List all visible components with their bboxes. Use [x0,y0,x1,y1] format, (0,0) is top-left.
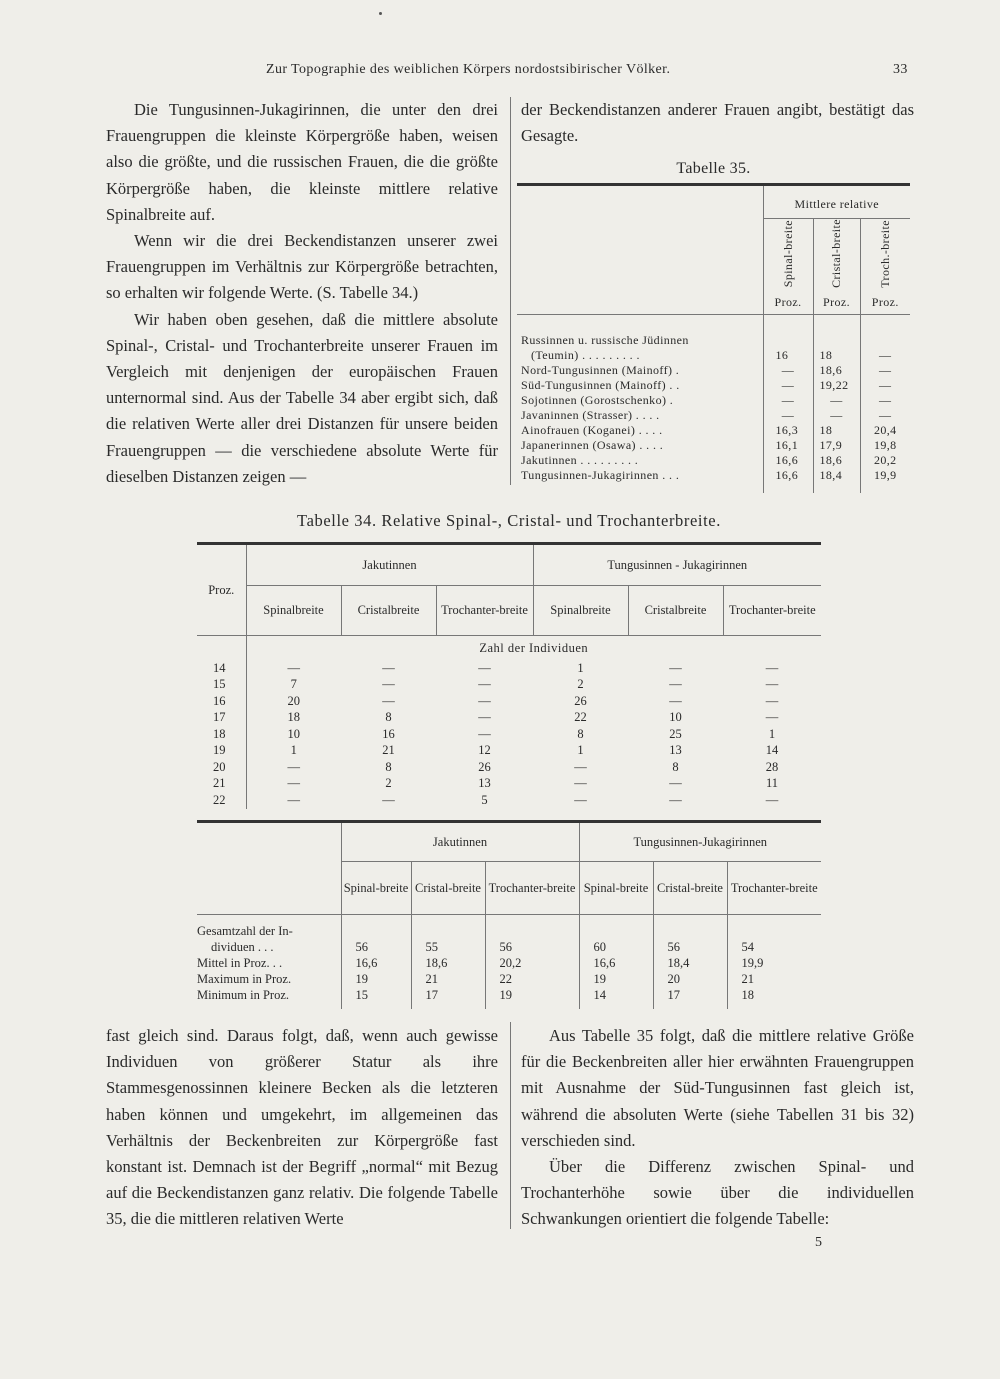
row-percent: 21 [197,776,246,793]
cell: 16,6 [341,955,411,971]
cell: — [879,347,892,362]
table35-col-cristal: Cristal-breite [829,219,843,288]
cell: 18 [813,423,860,438]
paragraph: der Beckendistanzen anderer Frauen angibt, bestätigt das Gesagte. [521,100,914,146]
cell: 17 [653,987,727,1003]
cell: 8 [385,710,392,725]
cell: 21 [382,743,395,758]
summary-group-jakutinnen: Jakutinnen [341,822,579,862]
table34-col: Trochanter-breite [436,586,533,636]
table-row [517,393,910,408]
cell: 18,4 [813,468,860,483]
cell: 54 [741,940,754,954]
row-label: Sojotinnen (Gorostschenko) . [517,393,763,408]
cell: — [287,776,300,791]
row-label: Russinnen u. russische Jüdinnen [521,332,689,347]
table-row [197,660,821,677]
cell: 25 [669,726,682,741]
cell: 60 [579,923,653,955]
row-label [197,987,341,1003]
table-row [517,333,910,363]
cell: — [669,677,682,692]
cell: — [382,660,395,675]
cell: 11 [765,776,779,791]
cell: 19,22 [813,378,860,393]
cell: — [669,776,682,791]
summary-col: Cristal-breite [411,862,485,915]
bottom-left-column [106,1023,498,1233]
cell: 26 [478,759,491,774]
bottom-right-column [521,1023,914,1233]
table34-col: Trochanter-breite [728,603,816,618]
cell: 1 [768,726,776,741]
row-label [197,955,341,971]
cell: 20,2 [873,452,897,467]
cell: 20,2 [485,955,579,971]
table-row [197,710,821,727]
row-percent: 16 [197,693,246,710]
cell: — [763,408,813,423]
row-label-cont: dividuen . . . [211,940,274,954]
cell: — [763,393,813,408]
cell: — [763,378,813,393]
cell: — [765,677,779,692]
cell: 56 [653,923,727,955]
table34-group-tungusinnen: Tungusinnen - Jukagirinnen [533,544,821,586]
table-row [197,987,821,1003]
table-row [517,468,910,483]
table35-unit: Proz. [813,292,860,315]
cell: 21 [741,972,754,986]
cell: 22 [485,971,579,987]
summary-table [197,820,821,1009]
cell: 18,6 [411,955,485,971]
cell: 16,6 [763,468,813,483]
row-label-text: Mittel in Proz. . . [197,956,283,970]
cell: 16,1 [763,438,813,453]
page-number: 33 [893,62,908,77]
cell: — [669,693,682,708]
cell: 19 [341,971,411,987]
cell: — [478,660,491,675]
table35-col-troch: Troch.-breite [877,219,892,288]
table-row [197,693,821,710]
table-row [197,677,821,694]
row-label [197,971,341,987]
table-row [517,423,910,438]
cell: 15 [341,987,411,1003]
cell: 8 [385,759,392,774]
table35-unit: Proz. [871,295,899,310]
table34-col: Spinalbreite [533,586,628,636]
cell: — [574,776,587,791]
table-row [197,776,821,793]
summary-col: Trochanter-breite [485,862,579,915]
table34-col: Spinalbreite [246,586,341,636]
row-label-text: Maximum in Proz. [197,972,292,986]
table-row [197,726,821,743]
cell: 14 [765,743,779,758]
cell: 19 [579,971,653,987]
cell: 56 [341,923,411,955]
paragraph: fast gleich sind. Daraus folgt, daß, wenn auch gewisse Individuen von größerer Statur als ihre Stammesgenossinnen kleinere Becken als die letzteren haben können und umgekehrt, im allgemeinen das Verhältnis der Beckenbreiten zur Körpergröße fast konstant ist. Demnach ist der Begriff „normal“ mit Bezug auf die Beckendistanzen ganz relativ. Die folgende Tabelle 35, die die mittleren relativen Werte [106,1026,498,1229]
cell: 17 [411,987,485,1003]
table34-col: Cristalbreite [628,586,723,636]
row-percent: 15 [197,677,246,694]
cell: 56 [485,923,579,955]
table35-group-header: Mittlere relative [763,185,910,219]
cell: — [765,660,779,675]
row-percent: 17 [197,710,246,727]
cell: 20 [653,971,727,987]
table-row [197,955,821,971]
table-row [517,453,910,468]
table-35 [517,183,910,493]
cell: — [765,693,779,708]
table35-col-spinal: Spinal-breite [780,219,795,288]
row-label [197,923,341,955]
cell: 26 [574,693,587,708]
top-right-column [521,97,914,149]
row-percent: 22 [197,792,246,809]
cell: — [765,710,779,725]
cell: 18,6 [813,363,860,378]
summary-col: Trochanter-breite [730,881,818,895]
cell: 19,8 [873,437,897,452]
cell: — [813,393,860,408]
cell: 19 [485,987,579,1003]
cell: 18 [287,710,300,725]
row-label: Tungusinnen-Jukagirinnen . . . [517,468,763,483]
paragraph: Wir haben oben gesehen, daß die mittlere absolute Spinal-, Cristal- und Trochanterbreite unserer Frauen im Vergleich mit denjenigen der europäischen Frauen unternormal sind. Aus der Tabelle 34 aber ergibt sich, daß die relativen Werte aller drei Distanzen für unsere beiden Frauengruppen — die verschiedene absolute Werte für dieselben Distanzen zeigen — [106,309,498,486]
cell: 18 [813,333,860,363]
cell: 17,9 [813,438,860,453]
cell: — [287,660,300,675]
column-divider [510,1022,511,1229]
cell: — [879,392,892,407]
cell: — [382,792,395,807]
table34-proz-header: Proz. [197,544,246,636]
summary-group-tungusinnen: Tungusinnen-Jukagirinnen [579,822,821,862]
cell: 2 [577,677,584,692]
cell: 8 [672,759,679,774]
summary-col: Cristal-breite [653,862,727,915]
row-label: Nord-Tungusinnen (Mainoff) . [517,363,763,378]
table-row [197,743,821,760]
cell: 14 [579,987,653,1003]
row-percent: 18 [197,726,246,743]
cell: — [669,660,682,675]
cell: — [879,362,892,377]
column-divider [510,97,511,485]
cell: — [574,759,587,774]
summary-col: Spinal-breite [579,862,653,915]
row-percent: 19 [197,743,246,760]
row-label-cont: (Teumin) . . . . . . . . . [531,347,640,362]
cell: 7 [290,677,297,692]
table-row [197,971,821,987]
table34-subheader: Zahl der Individuen [479,640,589,655]
cell: 1 [577,660,584,675]
cell: 10 [669,710,682,725]
signature-mark: 5 [815,1235,822,1250]
paragraph: Aus Tabelle 35 folgt, daß die mittlere relative Größe für die Beckenbreiten aller hier erwähnten Frauengruppen mit Ausnahme der Süd-Tungusinnen fast gleich ist, während die absoluten Werte (siehe Tabellen 31 bis 32) verschieden sind. [521,1026,914,1150]
cell: 5 [481,792,488,807]
print-speck [379,12,382,15]
cell: 1 [290,743,297,758]
cell: — [382,677,395,692]
cell: 21 [411,971,485,987]
cell: 16 [763,333,813,363]
row-percent: 20 [197,759,246,776]
cell: — [574,792,587,807]
cell: 18 [741,988,754,1002]
cell: 28 [765,759,779,774]
table34-group-jakutinnen: Jakutinnen [246,544,533,586]
cell: 16,3 [763,423,813,438]
running-title: Zur Topographie des weiblichen Körpers nordostsibirischer Völker. [266,62,671,77]
cell: 20 [287,693,300,708]
summary-col: Spinal-breite [341,862,411,915]
cell: 18,6 [813,453,860,468]
row-label: Jakutinnen . . . . . . . . . [517,453,763,468]
cell: 55 [411,923,485,955]
table35-unit: Proz. [763,292,813,315]
row-label: Süd-Tungusinnen (Mainoff) . . [517,378,763,393]
row-label-text: Gesamtzahl der In- [197,924,293,938]
paragraph: Die Tungusinnen-Jukagirinnen, die unter den drei Frauengruppen die kleinste Körpergröße haben, weisen also die größte, und die russischen Frauen, die die größte Körpergröße haben, die kleinste mittlere relative Spinalbreite auf. [106,100,498,224]
cell: 22 [574,710,587,725]
row-label: Javaninnen (Strasser) . . . . [517,408,763,423]
table35-caption: Tabelle 35. [676,160,751,177]
cell: — [478,710,491,725]
cell: 1 [577,743,584,758]
cell: — [287,792,300,807]
table-row [517,363,910,378]
cell: 19,9 [741,956,764,970]
table-34 [197,542,821,809]
cell: — [763,363,813,378]
row-label: Ainofrauen (Koganei) . . . . [517,423,763,438]
row-label-text: Minimum in Proz. [197,988,290,1002]
table-row [197,923,821,955]
row-percent: 14 [197,660,246,677]
cell: 20,4 [873,422,897,437]
table-row [517,378,910,393]
cell: 16 [382,726,395,741]
paragraph: Wenn wir die drei Beckendistanzen unserer zwei Frauengruppen im Verhältnis zur Körpergröße betrachten, so erhalten wir folgende Werte. (S. Tabelle 34.) [106,231,498,303]
cell: — [478,726,491,741]
cell: 13 [478,776,491,791]
table-row [517,408,910,423]
paragraph: Über die Differenz zwischen Spinal- und Trochanterhöhe sowie über die individuellen Schwankungen orientiert die folgende Tabelle: [521,1157,914,1229]
cell: 16,6 [579,955,653,971]
cell: — [478,677,491,692]
cell: 16,6 [763,453,813,468]
cell: 19,9 [873,467,897,482]
cell: 8 [577,726,584,741]
cell: — [879,407,892,422]
cell: — [813,408,860,423]
cell: — [765,792,779,807]
cell: 12 [478,743,491,758]
row-label: Japanerinnen (Osawa) . . . . [517,438,763,453]
cell: 13 [669,743,682,758]
top-left-column [106,97,498,490]
cell: — [382,693,395,708]
cell: — [287,759,300,774]
table-row [517,438,910,453]
cell: — [669,792,682,807]
cell: 10 [287,726,300,741]
table-row [197,759,821,776]
cell: — [478,693,491,708]
cell: 18,4 [653,955,727,971]
table-row [197,792,821,809]
cell: — [879,377,892,392]
table34-caption: Tabelle 34. Relative Spinal-, Cristal- und Trochanterbreite. [297,511,721,530]
cell: 2 [385,776,392,791]
table34-col: Cristalbreite [341,586,436,636]
